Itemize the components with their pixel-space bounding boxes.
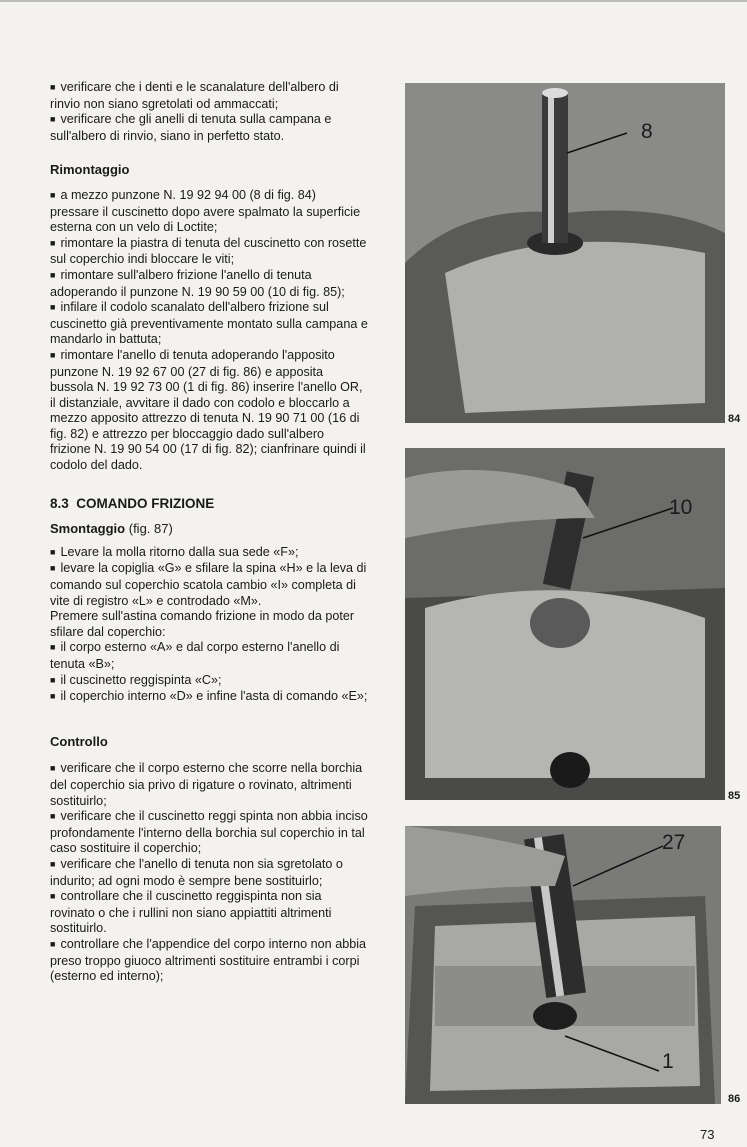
top-rule [0, 0, 747, 2]
list-item: ■ infilare il codolo scanalato dell'albero frizione sul cuscinetto già preventivamente montato sulla campana e mandarlo in battuta; [50, 300, 368, 348]
heading-controllo: Controllo [50, 733, 108, 749]
figure-84-number: 84 [728, 413, 741, 425]
callout-27: 27 [662, 831, 686, 854]
callout-8: 8 [641, 120, 653, 143]
paragraph: Premere sull'astina comando frizione in modo da poter sfilare dal coperchio: [50, 609, 355, 639]
section-number: 8.3 [50, 495, 69, 511]
section-title: COMANDO FRIZIONE [76, 495, 215, 511]
page-number: 73 [700, 1127, 715, 1142]
section-heading [50, 496, 368, 512]
list-item: ■ il coperchio interno «D» e infine l'asta di comando «E»; [50, 689, 368, 706]
figure-86-number: 86 [728, 1093, 741, 1105]
list-item: ■ controllare che il cuscinetto reggispinta non sia rovinato o che i rullini non siano appiattiti altrimenti sostituirlo. [50, 889, 368, 937]
text-column [50, 80, 368, 985]
list-item: ■ verificare che l'anello di tenuta non sia sgretolato o indurito; ad ogni modo è sempre bene sostituirlo; [50, 857, 368, 889]
heading-rimontaggio: Rimontaggio [50, 162, 130, 178]
list-item: ■ il cuscinetto reggispinta «C»; [50, 673, 368, 690]
figure-84-photo [405, 83, 725, 423]
list-item: ■ verificare che il cuscinetto reggi spinta non abbia inciso profondamente l'interno della borchia sul coperchio in tal caso sostituire il coperchio; [50, 809, 368, 857]
figure-85-number: 85 [728, 790, 741, 802]
list-item: ■ verificare che gli anelli di tenuta sulla campana e sull'albero di rinvio, siano in perfetto stato. [50, 112, 368, 144]
list-item: ■ il corpo esterno «A» e dal corpo esterno l'anello di tenuta «B»; [50, 640, 368, 672]
figure-84-illustration [405, 83, 725, 423]
list-item: ■ rimontare l'anello di tenuta adoperando l'apposito punzone N. 19 92 67 00 (27 di fig. 86) e apposita bussola N. 19 92 73 00 (1 di fig. 86) inserire l'anello OR, il distanziale, avvitare il dado con codolo e bloccarlo a mezzo apposito attrezzo di tenuta N. 19 90 71 00 (16 di fig. 82) e attrezzo per bloccaggio dado sull'albero frizione N. 19 90 54 00 (17 di fig. 82); cianfrinare quindi il codolo del dado. [50, 348, 368, 474]
heading-smontaggio [50, 521, 368, 537]
list-item: ■ a mezzo punzone N. 19 92 94 00 (8 di fig. 84) pressare il cuscinetto dopo avere spalmato la superficie esterna con un velo di Loctite; [50, 188, 368, 236]
list-item: ■ controllare che l'appendice del corpo interno non abbia preso troppo giuoco altrimenti sostituire entrambi i corpi (esterno ed interno); [50, 937, 368, 985]
smontaggio-label: Smontaggio [50, 521, 126, 537]
list-item: ■ rimontare la piastra di tenuta del cuscinetto con rosette sul coperchio indi bloccare le viti; [50, 236, 368, 268]
callout-1: 1 [662, 1050, 674, 1073]
list-item: ■ rimontare sull'albero frizione l'anello di tenuta adoperando il punzone N. 19 90 59 00 (10 di fig. 85); [50, 268, 368, 300]
list-item: ■ verificare che il corpo esterno che scorre nella borchia del coperchio sia privo di rigature o rovinato, altrimenti sostituirlo; [50, 761, 368, 809]
figure-reference: (fig. 87) [128, 521, 173, 537]
list-item: ■ verificare che i denti e le scanalature dell'albero di rinvio non siano sgretolati od ammaccati; [50, 80, 368, 112]
list-item: ■ levare la copiglia «G» e sfilare la spina «H» e la leva di comando sul coperchio scatola cambio «I» completa di vite di registro «L» e controdado «M». [50, 561, 368, 609]
callout-10: 10 [669, 496, 693, 519]
list-item: ■ Levare la molla ritorno dalla sua sede «F»; [50, 545, 368, 562]
